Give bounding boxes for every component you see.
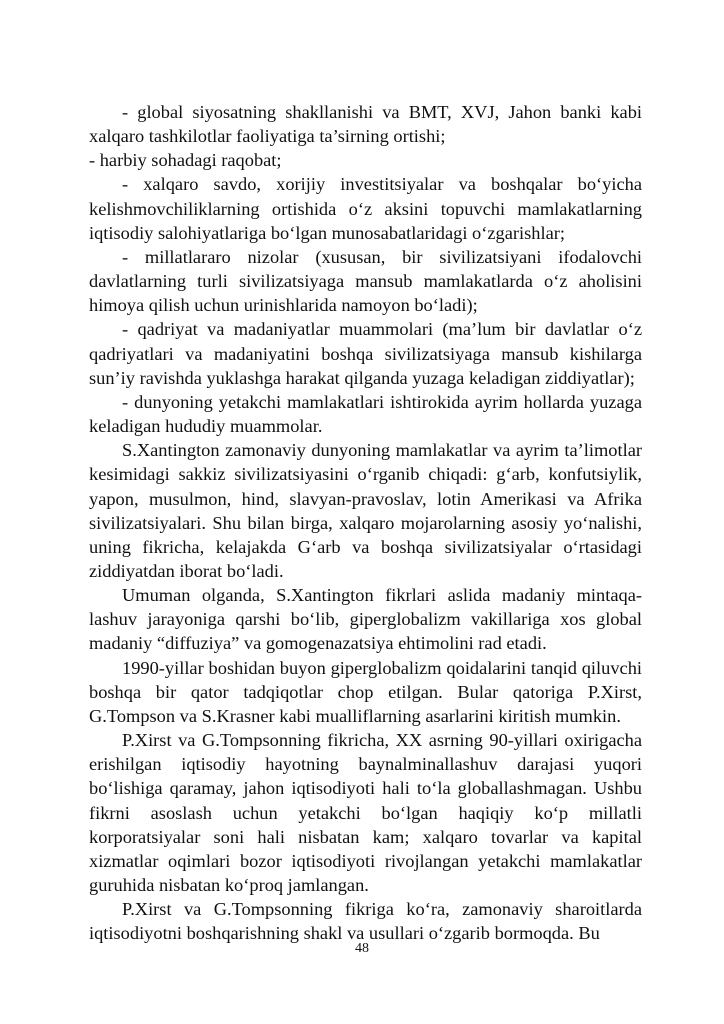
paragraph-hirst-thompson-view: P.Xirst va G.Tompsonning fikricha, XX asrning 90-yillari oxirigacha erishilgan iqtisodiy hayotning baynalminallashuv darajasi yuqori bo‘lishiga qaramay, jahon iqtisodiyoti hali to‘la globallashmagan. Ushbu fikrni asoslash uchun yetakchi bo‘lgan haqiqiy ko‘p millatli korporatsiyalar soni hali nisbatan kam; xalqaro tovarlar va kapital xizmatlar oqimlari bozor iqtisodiyoti rivojlangan yetakchi mamlakatlar guruhida nisbatan ko‘proq jamlangan. xyxy=(89,730,642,895)
bullet-territorial-problems: - dunyoning yetakchi mamlakatlari ishtirokida ayrim hollarda yuzaga keladigan hududiy muammolar. xyxy=(89,391,642,437)
paragraph-huntington-summary: Umuman olganda, S.Xantington fikrlari aslida madaniy mintaqalashuv jarayoniga qarshi bo‘lib, giperglobalizm vakillariga xos global madaniy “diffuziya” va gomogenazatsiya ehtimolini rad etadi. xyxy=(89,585,642,654)
paragraph-hirst-thompson-continued: P.Xirst va G.Tompsonning fikriga ko‘ra, zamonaviy sharoitlarda iqtisodiyotni boshqarishning shakl va usullari o‘zgarib bormoqda. Bu xyxy=(89,899,642,944)
bullet-values-culture: - qadriyat va madaniyatlar muammolari (ma’lum bir davlatlar o‘z qadriyatlari va madaniyatini boshqa sivilizatsiyaga mansub kishilarga sun’iy ravishda yuklashga harakat qilganda yuzaga keladigan ziddiyatlar); xyxy=(89,319,642,388)
paragraph-1990s-research: 1990-yillar boshidan buyon giperglobalizm qoidalarini tanqid qiluvchi boshqa bir qator tadqiqotlar chop etilgan. Bular qatoriga P.Xirst, G.Tompson va S.Krasner kabi mualliflarning asarlarini kiritish mumkin. xyxy=(89,657,642,726)
bullet-ethnic-conflicts: - millatlararo nizolar (xususan, bir sivilizatsiyani ifodalovchi davlatlarning turli sivilizatsiyaga mansub mamlakatlarda o‘z aholisini himoya qilish uchun urinishlarida namoyon bo‘ladi); xyxy=(89,246,642,316)
bullet-economic-disputes: - xalqaro savdo, xorijiy investitsiyalar va boshqalar bo‘yicha kelishmovchiliklarning ortishida o‘z aksini topuvchi mamlakatlarning iqtisodiy salohiyatlariga bo‘lgan munosabatlaridagi o‘zgarishlar; xyxy=(89,174,642,243)
page-body xyxy=(89,100,642,945)
bullet-global-politics: - global siyosatning shakllanishi va BMT, XVJ, Jahon banki kabi xalqaro tashkilotlar faoliyatiga ta’sirning ortishi; xyxy=(89,102,642,147)
page-number: 48 xyxy=(355,941,369,956)
paragraph-huntington-civilizations: S.Xantington zamonaviy dunyoning mamlakatlar va ayrim ta’limotlar kesimidagi sakkiz sivilizatsiyasini o‘rganib chiqadi: g‘arb, konfutsiylik, yapon, musulmon, hind, slavyan-pravoslav, lotin Amerikasi va Afrika sivilizatsiyalari. Shu bilan birga, xalqaro mojarolarning asosiy yo‘nalishi, uning fikricha, kelajakda G‘arb va boshqa sivilizatsiyalar o‘rtasidagi ziddiyatdan iborat bo‘ladi. xyxy=(89,440,642,581)
bullet-military-rivalry: - harbiy sohadagi raqobat; xyxy=(89,150,282,171)
